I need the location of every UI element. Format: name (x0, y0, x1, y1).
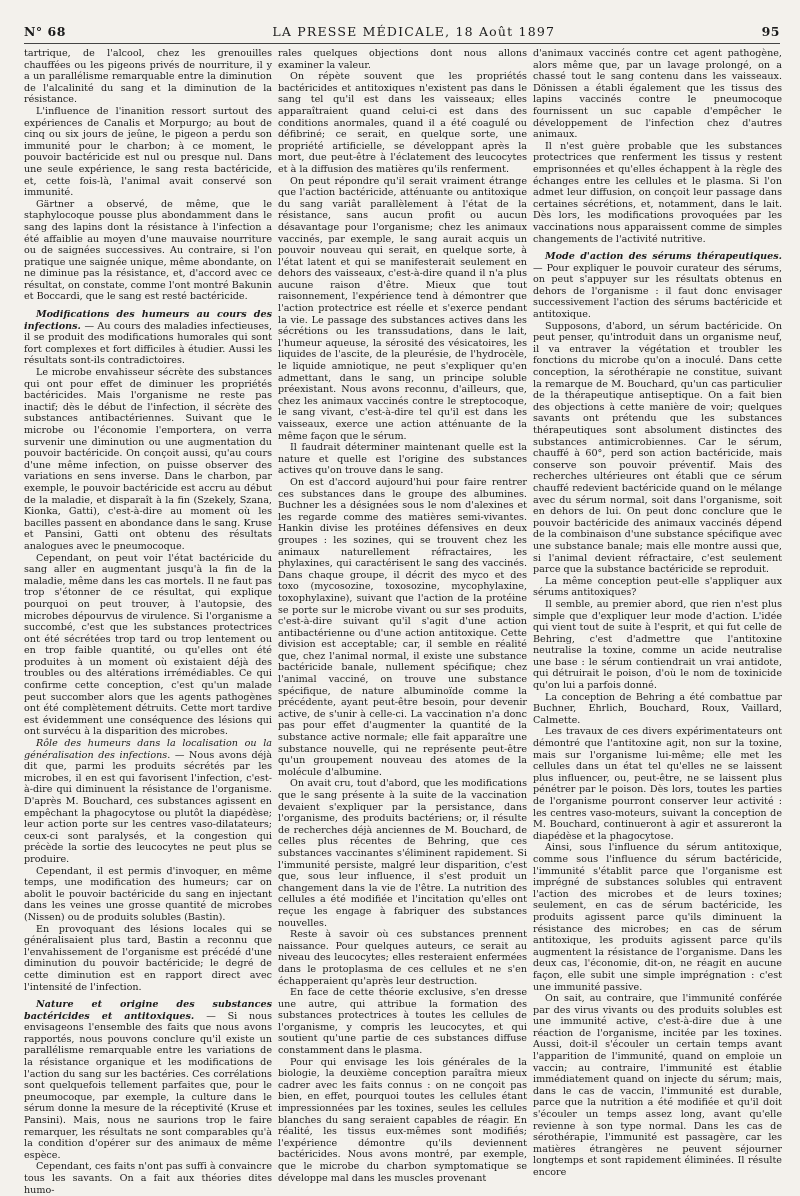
paragraph: Ainsi, sous l'influence du sérum antitoxique, comme sous l'influence du sérum bactéricide, l'immunité s'établit parce que l'organisme est imprégné de substances solubles qui entravent l'action des microbes et de leurs toxines; seulement, en cas de sérum bactéricide, les produits agissent parce qu'ils diminuent la résistance des microbes; en cas de sérum antitoxique, les produits agissent parce qu'ils augmentent la résistance de l'organisme. Dans les deux cas, l'économie, dit-on, ne réagit en aucune façon, elle subit une simple imprégnation : c'est une immunité passive. (533, 842, 782, 993)
section-heading: Mode d'action des sérums thérapeutiques. (545, 251, 782, 263)
issue-number: N° 68 (24, 24, 66, 39)
paragraph: Le microbe envahisseur sécrète des substances qui ont pour effet de diminuer les propriétés bactéricides. Mais l'organisme ne reste pas inactif; dès le début de l'infection, il sécrète des substances antibactériennes. Suivant que le microbe ou l'économie l'emportera, on verra survenir une diminution ou une augmentation du pouvoir bactéricide. On conçoit aussi, qu'au cours d'une même infection, on puisse observer des variations en sens inverse. Dans le charbon, par exemple, le pouvoir bactéricide est accru au début de la maladie, et disparaît à la fin (Szekely, Szana, Kionka, Gatti), c'est-à-dire au moment où les bacilles passent en abondance dans le sang. Kruse et Pansini, Gatti ont obtenu des résultats analogues avec le pneumocoque. (24, 367, 272, 552)
section-heading-block (24, 738, 272, 866)
paragraph: En provoquant des lésions locales qui se généralisaient plus tard, Bastin a reconnu que l'envahissement de l'organisme est précédé d'une diminution du pouvoir bactéricide; le degré de cette diminution est en rapport direct avec l'intensité de l'infection. (24, 923, 272, 993)
journal-title: LA PRESSE MÉDICALE, 18 Août 1897 (272, 24, 556, 39)
column-middle (278, 48, 527, 1184)
paragraph: On sait, au contraire, que l'immunité conférée par des virus vivants ou des produits solubles est une immunité active, c'est-à-dire due à une réaction de l'organisme, incitée par les toxines. Aussi, doit-il s'écouler un certain temps avant l'apparition de l'immunité, quand on emploie un vaccin; au contraire, l'immunité est établie immédiatement quand on injecte du sérum; mais, dans le cas de vaccin, l'immunité est durable, parce que la nutrition a été modifiée et qu'il doit s'écouler un temps assez long, avant qu'elle revienne à son type normal. Dans les cas de sérothérapie, l'immunité est passagère, car les matières étrangères ne peuvent séjourner longtemps et sont rapidement éliminées. Il résulte encore (533, 993, 782, 1178)
running-header (24, 20, 780, 44)
paragraph: Les travaux de ces divers expérimentateurs ont démontré que l'antitoxine agit, non sur la toxine, mais sur l'organisme lui-même; elle met les cellules dans un état tel qu'elles ne se laissent plus influencer, ou, peut-être, ne se laissent plus pénétrer par le poison. Dès lors, toutes les parties de l'organisme pourront conserver leur activité : les centres vaso-moteurs, suivant la conception de M. Bouchard, continueront à agir et assureront la diapédèse et la phagocytose. (533, 726, 782, 842)
paragraph: On avait cru, tout d'abord, que les modifications que le sang présente à la suite de la vaccination devaient s'expliquer par la persistance, dans l'organisme, des produits bactériens; or, il résulte de recherches déjà anciennes de M. Bouchard, de celles plus récentes de Behring, que ces substances vaccinantes s'éliminent rapidement. Si l'immunité persiste, malgré leur disparition, c'est que, sous leur influence, il s'est produit un changement dans la vie de l'être. La nutrition des cellules a été modifiée et l'incitation qu'elles ont reçue les engage à fabriquer des substances nouvelles. (278, 778, 527, 929)
paragraph: — Si nous envisageons l'ensemble des faits que nous avons rapportés, nous pouvons conclure qu'il existe un parallélisme remarquable entre les variations de la résistance organique et les modifications de l'action du sang sur les bactéries. Ces corrélations sont quelquefois tellement parfaites que, pour le pneumocoque, par exemple, la culture dans le sérum donne la mesure de la réceptivité (Kruse et Pansini). Mais, nous ne saurions trop le faire remarquer, les résultats ne sont comparables qu'à la condition d'opérer sur des animaux de même espèce. (24, 1010, 272, 1161)
paragraph: En face de cette théorie exclusive, s'en dresse une autre, qui attribue la formation des substances protectrices à toutes les cellules de l'organisme, y compris les leucocytes, et qui soutient qu'une partie de ces substances diffuse constamment dans le plasma. (278, 987, 527, 1057)
section-heading: Modifications des humeurs au cours des infections. (24, 309, 272, 332)
section-heading-block (533, 251, 782, 321)
paragraph: — Pour expliquer le pouvoir curateur des sérums, on peut s'appuyer sur les résultats obtenus en dehors de l'organisme : il faut donc envisager successivement l'action des sérums bactéricide et antitoxique. (533, 262, 782, 321)
section-heading-block (24, 999, 272, 1161)
paragraph: Cependant, on peut voir l'état bactéricide du sang aller en augmentant jusqu'à la fin de la maladie, même dans les cas mortels. Il ne faut pas trop s'étonner de ce résultat, qui explique pourquoi on peut trouver, à l'autopsie, des microbes dépourvus de virulence. Si l'organisme a succombé, c'est que les substances protectrices ont été sécrétées trop tard ou trop lentement ou en trop faible quantité, ou qu'elles ont été produites à un moment où existaient déjà des troubles ou des altérations irrémédiables. Ce qui confirme cette conception, c'est qu'un malade peut succomber alors que les agents pathogènes ont été complètement détruits. Cette mort tardive est évidemment une conséquence des lésions qui ont survécu à la disparition des microbes. (24, 552, 272, 738)
paragraph: Reste à savoir où ces substances prennent naissance. Pour quelques auteurs, ce serait au niveau des leucocytes; elles resteraient enfermées dans le protoplasma de ces cellules et ne s'en échapperaient qu'après leur destruction. (278, 929, 527, 987)
page-folio: 95 (761, 24, 780, 39)
section-heading: Rôle des humeurs dans la localisation ou la généralisation des infections. (24, 738, 272, 761)
paragraph: La même conception peut-elle s'appliquer aux sérums antitoxiques? (533, 575, 782, 599)
column-right (533, 48, 782, 1178)
paragraph: d'animaux vaccinés contre cet agent pathogène, alors même que, par un lavage prolongé, on a chassé tout le sang contenu dans les vaisseaux. Dönissen a établi également que les tissus des lapins vaccinés contre le pneumocoque fournissent un suc capable d'empêcher le développement de l'infection chez d'autres animaux. (533, 48, 782, 141)
article-columns (24, 48, 782, 1196)
paragraph: La conception de Behring a été combattue par Buchner, Ehrlich, Bouchard, Roux, Vaillard, Calmette. (533, 691, 782, 726)
paragraph: Il semble, au premier abord, que rien n'est plus simple que d'expliquer leur mode d'action. L'idée qui vient tout de suite à l'esprit, et qui fut celle de Behring, c'est d'admettre que l'antitoxine neutralise la toxine, comme un acide neutralise une base : le sérum contiendrait un vrai antidote, qui détruirait le poison, d'où le nom de toxinicide qu'on lui a parfois donné. (533, 598, 782, 692)
paragraph: Pour qui envisage les lois générales de la biologie, la deuxième conception paraîtra mieux cadrer avec les faits connus : on ne conçoit pas bien, en effet, pourquoi toutes les cellules étant impressionnées par les toxines, seules les cellules blanches du sang seraient capables de réagir. En réalité, les tissus eux-mêmes sont modifiés; l'expérience démontre qu'ils deviennent bactéricides. Nous avons montré, par exemple, que le microbe du charbon symptomatique se développe mal dans les muscles provenant (278, 1056, 527, 1184)
paragraph: Cependant, ces faits n'ont pas suffi à convaincre tous les savants. On a fait aux théories dites humo- (24, 1161, 272, 1196)
paragraph: On répète souvent que les propriétés bactéricides et antitoxiques n'existent pas dans le sang tel qu'il est dans les vaisseaux; elles apparaîtraient quand celui-ci est dans des conditions anormales, quand il a été coagulé ou défibriné; ce serait, en quelque sorte, une propriété artificielle, se développant après la mort, due peut-être à l'éclatement des leucocytes et à la diffusion des matières qu'ils renferment. (278, 71, 527, 175)
paragraph: On peut répondre qu'il serait vraiment étrange que l'action bactéricide, atténuante ou antitoxique du sang variât parallèlement à l'état de la résistance, sans aucun profit ou aucun désavantage pour l'organisme; chez les animaux vaccinés, par exemple, le sang aurait acquis un pouvoir nouveau qui serait, en quelque sorte, à l'état latent et qui se manifesterait seulement en dehors des vaisseaux, c'est-à-dire quand il n'a plus aucune raison d'être. Mieux que tout raisonnement, l'expérience tend à démontrer que l'action protectrice est réelle et s'exerce pendant la vie. Le passage des substances actives dans les sécrétions ou les transsudations, dans le lait, l'humeur aqueuse, la sérosité des vésicatoires, les liquides de l'ascite, de la pleurésie, de l'hydrocèle, le liquide amniotique, ne peut s'expliquer qu'en admettant, dans le sang, un principe soluble préexistant. Nous avons reconnu, d'ailleurs, que, chez les animaux vaccinés contre le streptocoque, le sang vivant, c'est-à-dire tel qu'il est dans les vaisseaux, exerce une action atténuante de la même façon que le sérum. (278, 175, 527, 442)
paragraph: L'influence de l'inanition ressort surtout des expériences de Canalis et Morpurgo; au bout de cinq ou six jours de jeûne, le pigeon a perdu son immunité pour le charbon; à ce moment, le pouvoir bactéricide est nul ou presque nul. Dans une seule expérience, le sang resta bactéricide, et, cette fois-là, l'animal avait conservé son immunité. (24, 105, 272, 199)
paragraph: Il n'est guère probable que les substances protectrices que renferment les tissus y restent emprisonnées et qu'elles échappent à la règle des échanges entre les cellules et le plasma. Si l'on admet leur diffusion, on conçoit leur passage dans certaines sécrétions, et, notamment, dans le lait. Dès lors, les modifications provoquées par les vaccinations nous apparaissent comme de simples changements de l'activité nutritive. (533, 140, 782, 245)
section-heading: Nature et origine des substances bactéricides et antitoxiques. (24, 999, 272, 1022)
paragraph: Cependant, il est permis d'invoquer, en même temps, une modification des humeurs; car on abolit le pouvoir bactéricide du sang en injectant dans les veines une grosse quantité de microbes (Nissen) ou de produits solubles (Bastin). (24, 865, 272, 923)
paragraph: Supposons, d'abord, un sérum bactéricide. On peut penser, qu'introduit dans un organisme neuf, il va entraver la végétation et troubler les fonctions du microbe qu'on a inoculé. Dans cette conception, la sérothérapie ne constitue, suivant la remarque de M. Bouchard, qu'un cas particulier de la thérapeutique antiseptique. On a fait bien des objections à cette manière de voir; quelques savants ont prétendu que les substances thérapeutiques sont absolument distinctes des substances antimicrobiennes. Car le sérum, chauffé à 60°, perd son action bactéricide, mais conserve son pouvoir préventif. Mais des recherches ultérieures ont établi que ce sérum chauffé redevient bactéricide quand on le mélange avec du sérum normal, soit dans l'organisme, soit en dehors de lui. On peut donc conclure que le pouvoir bactéricide des animaux vaccinés dépend de la combinaison d'une substance spécifique avec une substance banale; mais elle montre aussi que, si l'animal devient réfractaire, c'est seulement parce que la substance bactéricide se reproduit. (533, 320, 782, 576)
section-heading-block (24, 309, 272, 367)
paragraph: Gärtner a observé, de même, que le staphylocoque pousse plus abondamment dans le sang des lapins dont la résistance à l'infection a été affaiblie au moyen d'une mauvaise nourriture ou de saignées successives. Au contraire, si l'on pratique une saignée unique, même abondante, on ne diminue pas la résistance, et, d'accord avec ce résultat, on constate, comme l'ont montré Bakunin et Boccardi, que le sang est resté bactéricide. (24, 198, 272, 303)
paragraph: — Nous avons déjà dit que, parmi les produits sécrétés par les microbes, il en est qui favorisent l'infection, c'est-à-dire qui diminuent la résistance de l'organisme. D'après M. Bouchard, ces substances agissent en empêchant la phagocytose ou plutôt la diapédèse; leur action porte sur les centres vaso-dilatateurs; ceux-ci sont paralysés, et la congestion qui précède la sortie des leucocytes ne peut plus se produire. (24, 749, 272, 865)
column-left (24, 48, 272, 1196)
paragraph: On est d'accord aujourd'hui pour faire rentrer ces substances dans le groupe des albumines. Buchner les a désignées sous le nom d'alexines et les regarde comme des matières semi-vivantes. Hankin divise les protéines défensives en deux groupes : les sozines, qui se trouvent chez les animaux naturellement réfractaires, les phylaxines, qui caractérisent le sang des vaccinés. Dans chaque groupe, il décrit des myco et des toxo (mycosozine, toxosozine, mycophylaxine, toxophylaxine), suivant que l'action de la protéine se porte sur le microbe vivant ou sur ses produits, c'est-à-dire suivant qu'il s'agit d'une action antibactérienne ou d'une action antitoxique. Cette division est acceptable; car, il semble en réalité que, chez l'animal normal, il existe une substance bactéricide banale, nullement spécifique; chez l'animal vacciné, on trouve une substance spécifique, de nature albuminoïde comme la précédente, ayant peut-être besoin, pour devenir active, de s'unir à celle-ci. La vaccination n'a donc pas pour effet d'augmenter la quantité de la substance active normale; elle fait apparaître une substance nouvelle, qui ne représente peut-être qu'un groupement nouveau des atomes de la molécule d'albumine. (278, 476, 527, 778)
paragraph: — Au cours des maladies infectieuses, il se produit des modifications humorales qui sont fort complexes et fort difficiles à étudier. Aussi les résultats sont-ils contradictoires. (24, 320, 272, 367)
paragraph: Il faudrait déterminer maintenant quelle est la nature et quelle est l'origine des substances actives qu'on trouve dans le sang. (278, 442, 527, 477)
paragraph: tartrique, de l'alcool, chez les grenouilles chauffées ou les pigeons privés de nourriture, il y a un parallélisme remarquable entre la diminution de l'alcalinité du sang et la diminution de la résistance. (24, 48, 272, 106)
paragraph: rales quelques objections dont nous allons examiner la valeur. (278, 48, 527, 71)
